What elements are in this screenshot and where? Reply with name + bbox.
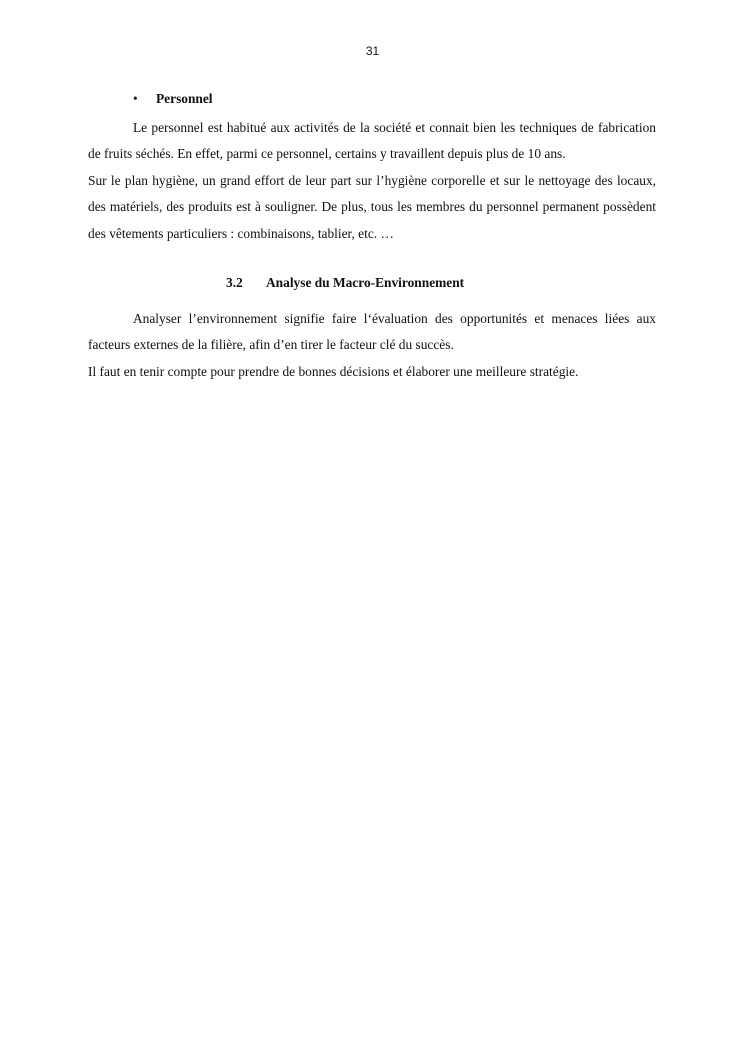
personnel-heading-text: Personnel <box>156 91 213 106</box>
macro-paragraph-2: Il faut en tenir compte pour prendre de bonnes décisions et élaborer une meilleure stratégie. <box>88 363 579 379</box>
page-number: 31 <box>365 44 380 58</box>
section-number: 3.2 <box>226 275 243 290</box>
macro-paragraph-1: Analyser l’environnement signifie faire l‘évaluation des opportunités et menaces liées aux facteurs externes de la filière, afin d’en tirer le facteur clé du succès. <box>88 310 656 352</box>
personnel-paragraph-1: Le personnel est habitué aux activités de la société et connait bien les techniques de fabrication de fruits séchés. En effet, parmi ce personnel, certains y travaillent depuis plus de 10 ans. <box>88 119 656 161</box>
section-heading-macro <box>88 270 656 297</box>
document-body <box>88 86 656 385</box>
section-title: Analyse du Macro-Environnement <box>266 275 465 290</box>
personnel-paragraph-2: Sur le plan hygiène, un grand effort de leur part sur l’hygiène corporelle et sur le nettoyage des locaux, des matériels, des produits est à souligner. De plus, tous les membres du personnel permanent possèdent des vêtements particuliers : combinaisons, tablier, etc. … <box>88 172 656 241</box>
bullet-icon: • <box>133 91 138 106</box>
personnel-heading <box>88 86 656 113</box>
